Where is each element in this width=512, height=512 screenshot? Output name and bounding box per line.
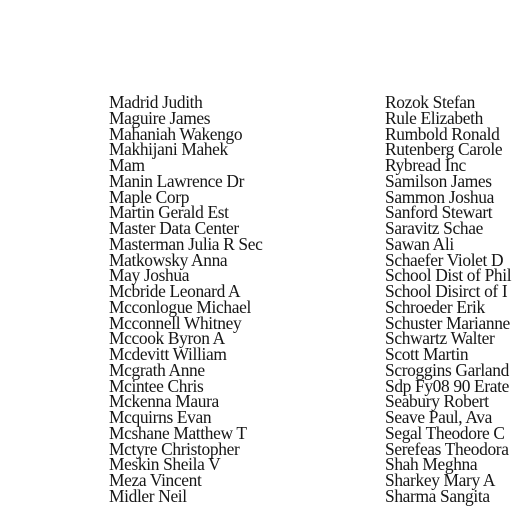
list-item: Mam xyxy=(109,155,145,175)
list-item: Scott Martin xyxy=(385,344,469,364)
list-item: Serefeas Theodora xyxy=(385,438,509,459)
list-item: School Dist of Phil xyxy=(385,265,512,286)
list-item: Maguire James xyxy=(109,107,211,128)
list-item: Shah Meghna xyxy=(385,454,478,475)
list-item: Schroeder Erik xyxy=(385,296,485,317)
list-item: Schaefer Violet D xyxy=(385,249,504,270)
list-item: Sammon Joshua xyxy=(385,186,494,207)
list-item: Masterman Julia R Sec xyxy=(109,233,263,254)
list-item: Mctyre Christopher xyxy=(109,438,240,459)
list-item: Mcquirns Evan xyxy=(109,407,212,427)
list-item: Mcconlogue Michael xyxy=(109,296,251,317)
list-item: Mckenna Maura xyxy=(109,391,219,412)
list-item: Madrid Judith xyxy=(109,92,203,112)
list-item: Martin Gerald Est xyxy=(109,202,229,223)
list-item: Schwartz Walter xyxy=(385,328,495,349)
name-list-left-column xyxy=(109,92,263,506)
list-item: Rumbold Ronald xyxy=(385,123,500,144)
list-item: Rule Elizabeth xyxy=(385,107,483,128)
list-item: Schuster Marianne xyxy=(385,312,510,333)
list-item: Makhijani Mahek xyxy=(109,139,228,160)
list-item: Meskin Sheila V xyxy=(109,454,221,475)
list-item: School Disirct of I xyxy=(385,281,508,301)
list-item: Maple Corp xyxy=(109,186,190,207)
list-item: Seave Paul, Ava xyxy=(385,407,492,427)
list-item: Samilson James xyxy=(385,170,492,191)
list-item: Sawan Ali xyxy=(385,233,454,254)
list-item: Rozok Stefan xyxy=(385,92,475,112)
list-item: Sharkey Mary A xyxy=(385,470,496,490)
list-item: Matkowsky Anna xyxy=(109,249,228,270)
list-item: Mcintee Chris xyxy=(109,375,204,396)
name-list-right-column xyxy=(385,92,512,506)
list-item: Mcshane Matthew T xyxy=(109,422,247,443)
list-item: Mcbride Leonard A xyxy=(109,281,241,301)
list-item: Rybread Inc xyxy=(385,155,466,175)
list-item: Mccook Byron A xyxy=(109,328,225,349)
list-item: Saravitz Schae xyxy=(385,218,483,238)
list-item: Sharma Sangita xyxy=(385,485,490,506)
list-item: Sdp Fy08 90 Erate xyxy=(385,375,509,396)
list-item: May Joshua xyxy=(109,265,190,286)
list-item: Midler Neil xyxy=(109,485,187,506)
list-item: Segal Theodore C xyxy=(385,422,505,443)
list-item: Manin Lawrence Dr xyxy=(109,170,245,191)
list-item: Rutenberg Carole xyxy=(385,139,503,160)
list-item: Mahaniah Wakengo xyxy=(109,123,243,144)
list-item: Master Data Center xyxy=(109,218,239,238)
list-item: Scroggins Garland xyxy=(385,359,509,380)
list-item: Mcgrath Anne xyxy=(109,359,205,380)
list-item: Sanford Stewart xyxy=(385,202,493,223)
list-item: Seabury Robert xyxy=(385,391,489,412)
list-item: Mcdevitt William xyxy=(109,344,227,364)
list-item: Mcconnell Whitney xyxy=(109,312,242,333)
list-item: Meza Vincent xyxy=(109,470,202,490)
